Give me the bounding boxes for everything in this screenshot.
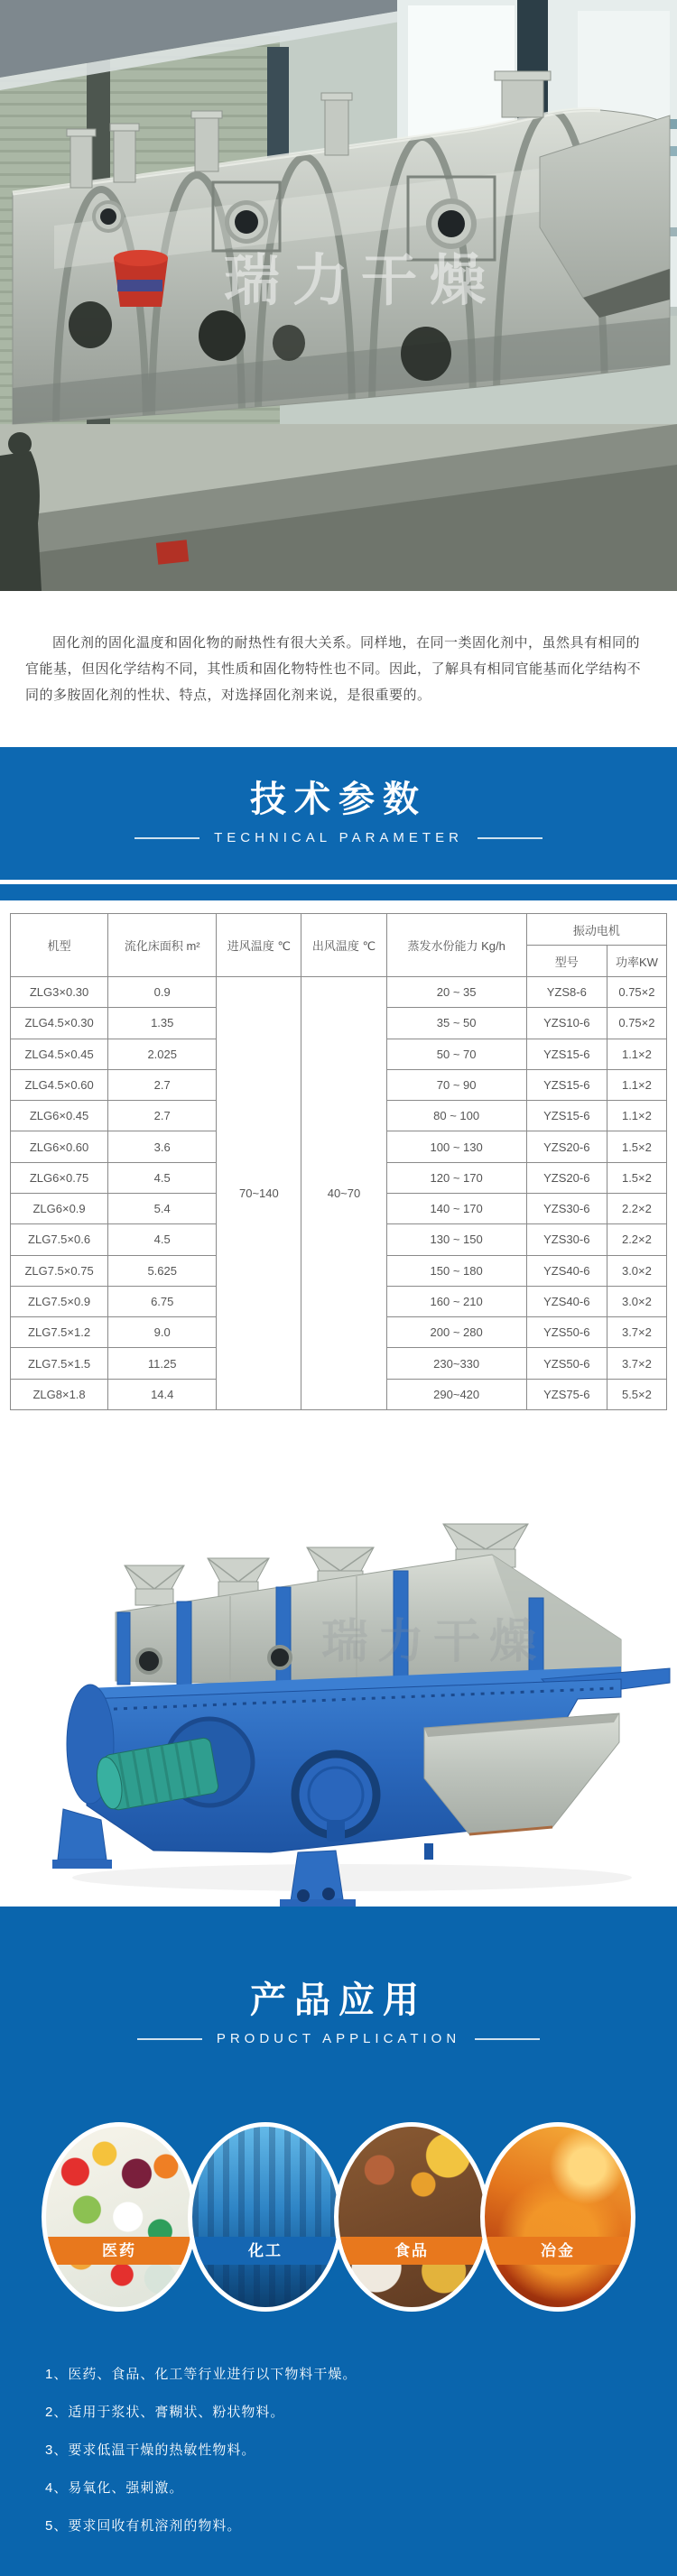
cell-bed-area: 3.6 — [108, 1131, 217, 1162]
cell-evaporation: 150 ~ 180 — [386, 1255, 526, 1286]
intro-paragraph: 固化剂的固化温度和固化物的耐热性有很大关系。同样地，在同一类固化剂中，虽然具有相同的官能基，但因化学结构不同，其性质和固化物特性也不同。因此，了解具有相同官能基而化学结构不同的多胺固化剂的性状、特点，对选择固化剂来说，是很重要的。 — [25, 635, 642, 703]
cell-model: ZLG8×1.8 — [11, 1379, 108, 1409]
cell-outlet-temp: 40~70 — [301, 977, 386, 1410]
header-evaporation: 蒸发水份能力 Kg/h — [386, 914, 526, 977]
parameters-table — [10, 913, 667, 1410]
category-ribbon: 化工 — [192, 2237, 338, 2265]
tech-parameter-banner — [0, 747, 677, 880]
parameters-table-zone — [0, 900, 677, 1412]
cell-model: ZLG4.5×0.45 — [11, 1039, 108, 1069]
cell-motor-model: YZS40-6 — [526, 1255, 607, 1286]
cell-bed-area: 2.7 — [108, 1101, 217, 1131]
cell-bed-area: 0.9 — [108, 977, 217, 1008]
left-line-decoration — [134, 837, 199, 839]
header-inlet-temp: 进风温度 ℃ — [217, 914, 301, 977]
application-list-item: 4、易氧化、强刺激。 — [45, 2480, 184, 2496]
cell-model: ZLG7.5×1.5 — [11, 1348, 108, 1379]
right-line-decoration — [478, 837, 543, 839]
cell-model: ZLG6×0.9 — [11, 1193, 108, 1223]
cell-evaporation: 130 ~ 150 — [386, 1224, 526, 1255]
tech-parameter-subtitle: TECHNICAL PARAMETER — [214, 830, 463, 845]
cell-motor-power: 0.75×2 — [607, 1008, 666, 1039]
category-ribbon: 食品 — [338, 2237, 485, 2265]
cell-model: ZLG7.5×1.2 — [11, 1317, 108, 1348]
cell-model: ZLG7.5×0.75 — [11, 1255, 108, 1286]
header-motor-model: 型号 — [526, 946, 607, 977]
cell-motor-power: 2.2×2 — [607, 1224, 666, 1255]
cell-evaporation: 35 ~ 50 — [386, 1008, 526, 1039]
cell-inlet-temp: 70~140 — [217, 977, 301, 1410]
cell-evaporation: 70 ~ 90 — [386, 1069, 526, 1100]
category-card-metal — [480, 2122, 635, 2312]
category-card-chemical — [188, 2122, 343, 2312]
cell-motor-power: 3.7×2 — [607, 1348, 666, 1379]
cell-bed-area: 14.4 — [108, 1379, 217, 1409]
cell-evaporation: 100 ~ 130 — [386, 1131, 526, 1162]
cell-motor-model: YZS20-6 — [526, 1162, 607, 1193]
cell-motor-model: YZS10-6 — [526, 1008, 607, 1039]
cell-motor-power: 2.2×2 — [607, 1193, 666, 1223]
cell-motor-power: 5.5×2 — [607, 1379, 666, 1409]
cell-evaporation: 50 ~ 70 — [386, 1039, 526, 1069]
header-outlet-temp: 出风温度 ℃ — [301, 914, 386, 977]
cell-motor-power: 0.75×2 — [607, 977, 666, 1008]
cell-bed-area: 5.4 — [108, 1193, 217, 1223]
cell-model: ZLG7.5×0.9 — [11, 1286, 108, 1316]
cell-evaporation: 230~330 — [386, 1348, 526, 1379]
cell-evaporation: 140 ~ 170 — [386, 1193, 526, 1223]
category-ribbon: 医药 — [46, 2237, 192, 2265]
banner-divider-bar — [0, 884, 677, 900]
fluid-bed-dryer-render-illustration — [0, 1412, 677, 1907]
category-row — [0, 2122, 677, 2312]
application-list-item: 3、要求低温干燥的热敏性物料。 — [45, 2442, 256, 2458]
category-ribbon: 冶金 — [485, 2237, 631, 2265]
left-line-decoration — [137, 2038, 202, 2040]
workshop-dryer-photo-illustration — [0, 0, 677, 591]
table-row — [11, 977, 667, 1008]
right-line-decoration — [475, 2038, 540, 2040]
cell-motor-power: 3.7×2 — [607, 1317, 666, 1348]
cell-model: ZLG6×0.45 — [11, 1101, 108, 1131]
application-list — [0, 2364, 677, 2534]
cell-evaporation: 200 ~ 280 — [386, 1317, 526, 1348]
cell-bed-area: 2.7 — [108, 1069, 217, 1100]
cell-motor-power: 3.0×2 — [607, 1255, 666, 1286]
cell-motor-power: 1.1×2 — [607, 1039, 666, 1069]
product-application-section — [0, 1907, 677, 2576]
product-render-zone — [0, 1412, 677, 1907]
cell-motor-model: YZS15-6 — [526, 1039, 607, 1069]
cell-bed-area: 1.35 — [108, 1008, 217, 1039]
cell-motor-model: YZS50-6 — [526, 1317, 607, 1348]
cell-motor-model: YZS8-6 — [526, 977, 607, 1008]
application-list-item: 1、医药、食品、化工等行业进行以下物料干燥。 — [45, 2367, 357, 2382]
cell-motor-model: YZS75-6 — [526, 1379, 607, 1409]
cell-bed-area: 4.5 — [108, 1162, 217, 1193]
render-watermark: 瑞力干燥 — [320, 1616, 546, 1668]
cell-bed-area: 6.75 — [108, 1286, 217, 1316]
cell-motor-power: 1.1×2 — [607, 1101, 666, 1131]
cell-model: ZLG6×0.60 — [11, 1131, 108, 1162]
cell-bed-area: 5.625 — [108, 1255, 217, 1286]
cell-motor-model: YZS50-6 — [526, 1348, 607, 1379]
cell-motor-model: YZS20-6 — [526, 1131, 607, 1162]
cell-model: ZLG4.5×0.30 — [11, 1008, 108, 1039]
tech-parameter-subtitle-row — [0, 830, 677, 845]
hero-photo — [0, 0, 677, 591]
cell-model: ZLG3×0.30 — [11, 977, 108, 1008]
tech-parameter-title: 技术参数 — [250, 780, 427, 819]
cell-motor-model: YZS15-6 — [526, 1101, 607, 1131]
cell-model: ZLG4.5×0.60 — [11, 1069, 108, 1100]
parameters-table-body — [11, 977, 667, 1410]
category-card-food — [334, 2122, 489, 2312]
cell-bed-area: 9.0 — [108, 1317, 217, 1348]
cell-evaporation: 80 ~ 100 — [386, 1101, 526, 1131]
cell-motor-power: 3.0×2 — [607, 1286, 666, 1316]
cell-evaporation: 120 ~ 170 — [386, 1162, 526, 1193]
category-card-pharma — [42, 2122, 197, 2312]
cell-motor-power: 1.5×2 — [607, 1131, 666, 1162]
product-application-subtitle-row — [0, 2031, 677, 2046]
header-motor-power: 功率KW — [607, 946, 666, 977]
cell-model: ZLG6×0.75 — [11, 1162, 108, 1193]
cell-motor-model: YZS40-6 — [526, 1286, 607, 1316]
cell-motor-power: 1.5×2 — [607, 1162, 666, 1193]
cell-evaporation: 290~420 — [386, 1379, 526, 1409]
intro-section — [0, 591, 677, 747]
cell-evaporation: 20 ~ 35 — [386, 977, 526, 1008]
header-vibration-motor: 振动电机 — [526, 914, 666, 946]
cell-motor-model: YZS15-6 — [526, 1069, 607, 1100]
hero-watermark: 瑞力干燥 — [223, 250, 499, 312]
cell-evaporation: 160 ~ 210 — [386, 1286, 526, 1316]
cell-model: ZLG7.5×0.6 — [11, 1224, 108, 1255]
cell-motor-power: 1.1×2 — [607, 1069, 666, 1100]
product-application-subtitle: PRODUCT APPLICATION — [216, 2031, 461, 2046]
application-list-item: 5、要求回收有机溶剂的物料。 — [45, 2518, 242, 2534]
cell-bed-area: 2.025 — [108, 1039, 217, 1069]
product-application-title: 产品应用 — [250, 1980, 427, 2020]
cell-motor-model: YZS30-6 — [526, 1193, 607, 1223]
cell-motor-model: YZS30-6 — [526, 1224, 607, 1255]
cell-bed-area: 11.25 — [108, 1348, 217, 1379]
application-list-item: 2、适用于浆状、膏糊状、粉状物料。 — [45, 2405, 285, 2420]
header-model: 机型 — [11, 914, 108, 977]
cell-bed-area: 4.5 — [108, 1224, 217, 1255]
header-bed-area: 流化床面积 m² — [108, 914, 217, 977]
